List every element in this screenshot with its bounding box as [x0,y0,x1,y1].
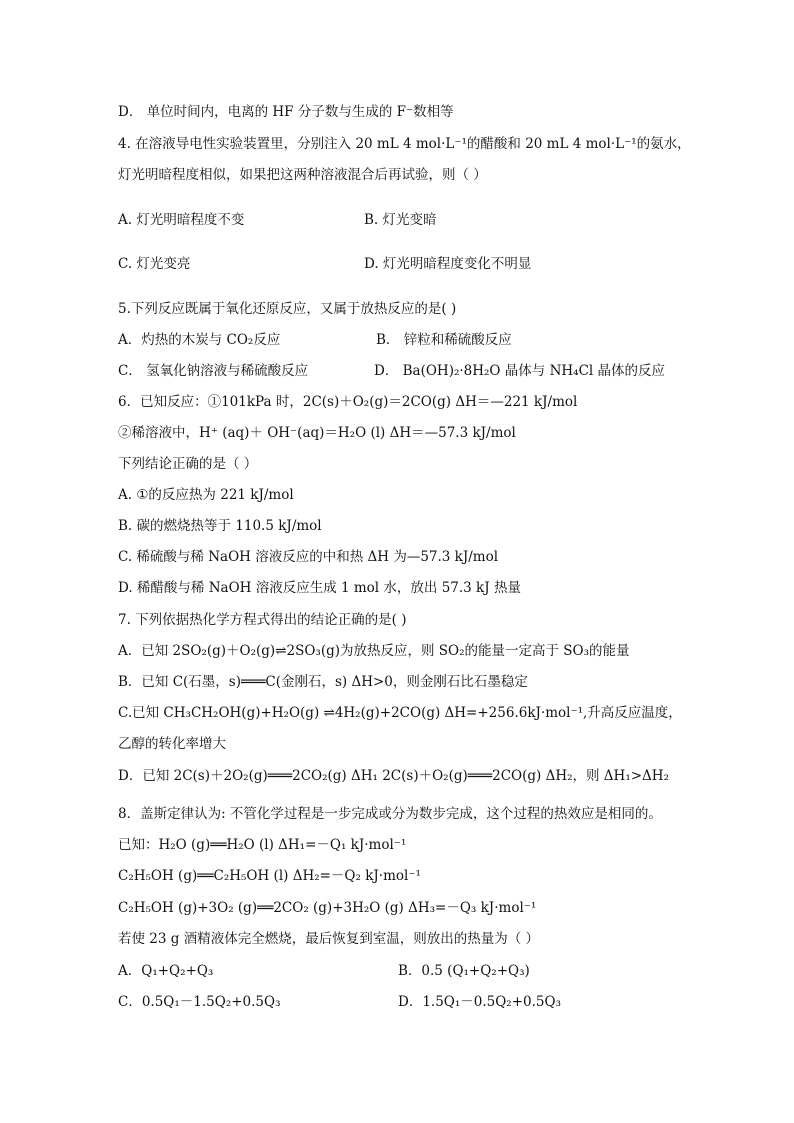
q8-option-a: A．Q₁+Q₂+Q₃ [118,963,214,979]
q7-option-a: A．已知 2SO₂(g)＋O₂(g)⇌2SO₃(g)为放热反应，则 SO₂的能量一定高于 SO₃的能量 [118,643,630,659]
q7-option-b: B．已知 C(石墨，s)═══C(金刚石，s) ΔH>0，则金刚石比石墨稳定 [118,674,528,690]
q7-option-c-line1: C.已知 CH₃CH₂OH(g)+H₂O(g) ⇌4H₂(g)+2CO(g) ΔH=+256.6kJ·mol⁻¹,升高反应温度， [118,705,682,721]
q6-stem-line3: 下列结论正确的是（ ） [118,456,258,472]
q8-given-2: C₂H₅OH (g)══C₂H₅OH (l) ΔH₂=－Q₂ kJ·mol⁻¹ [118,868,421,884]
q7-option-d: D．已知 2C(s)＋2O₂(g)═══2CO₂(g) ΔH₁ 2C(s)＋O₂(g)═══2CO(g) ΔH₂，则 ΔH₁>ΔH₂ [118,768,669,784]
q5-option-d: D． Ba(OH)₂·8H₂O 晶体与 NH₄Cl 晶体的反应 [374,363,666,379]
q5-option-b: B． 锌粒和稀硫酸反应 [376,332,512,348]
q4-option-d: D. 灯光明暗程度变化不明显 [364,256,532,272]
q8-option-c: C．0.5Q₁－1.5Q₂+0.5Q₃ [118,994,281,1010]
q8-stem-line1: 8．盖斯定律认为: 不管化学过程是一步完成或分为数步完成，这个过程的热效应是相同的。 [118,806,662,822]
q5-stem: 5.下列反应既属于氧化还原反应，又属于放热反应的是( ) [118,301,457,317]
q6-stem-line1: 6．已知反应：①101kPa 时，2C(s)＋O₂(g)＝2CO(g) ΔH＝—221 kJ/mol [118,394,578,410]
q8-stem-line2: 若使 23 g 酒精液体完全燃烧，最后恢复到室温，则放出的热量为（ ） [118,931,539,947]
q8-option-d: D．1.5Q₁－0.5Q₂+0.5Q₃ [398,994,561,1010]
q8-option-b: B．0.5 (Q₁+Q₂+Q₃) [398,963,530,979]
q5-option-c: C． 氢氧化钠溶液与稀硫酸反应 [118,363,309,379]
q4-option-c: C. 灯光变亮 [118,256,191,272]
q6-option-b: B. 碳的燃烧热等于 110.5 kJ/mol [118,518,322,534]
q7-stem: 7. 下列依据热化学方程式得出的结论正确的是( ) [118,612,407,628]
q8-given-3: C₂H₅OH (g)+3O₂ (g)══2CO₂ (g)+3H₂O (g) ΔH₃=－Q₃ kJ·mol⁻¹ [118,900,537,916]
q6-option-a: A. ①的反应热为 221 kJ/mol [118,487,294,503]
q4-option-a: A. 灯光明暗程度不变 [118,212,245,228]
q7-option-c-line2: 乙醇的转化率增大 [118,736,226,752]
q4-option-b: B. 灯光变暗 [364,212,437,228]
q5-option-a: A．灼热的木炭与 CO₂反应 [118,332,281,348]
q8-given-1: 已知：H₂O (g)══H₂O (l) ΔH₁=－Q₁ kJ·mol⁻¹ [118,837,407,853]
q4-stem-line2: 灯光明暗程度相似，如果把这两种溶液混合后再试验，则（ ） [118,167,487,183]
q4-stem-line1: 4. 在溶液导电性实验装置里，分别注入 20 mL 4 mol·L⁻¹的醋酸和 20 mL 4 mol·L⁻¹的氨水， [118,136,691,152]
q6-option-d: D. 稀醋酸与稀 NaOH 溶液反应生成 1 mol 水，放出 57.3 kJ 热量 [118,580,521,596]
q3-option-d: D． 单位时间内，电离的 HF 分子数与生成的 F⁻数相等 [118,104,454,120]
q6-stem-line2: ②稀溶液中，H⁺ (aq)＋ OH⁻(aq)＝H₂O (l) ΔH＝—57.3 kJ/mol [118,425,516,441]
q6-option-c: C. 稀硫酸与稀 NaOH 溶液反应的中和热 ΔH 为—57.3 kJ/mol [118,549,499,565]
